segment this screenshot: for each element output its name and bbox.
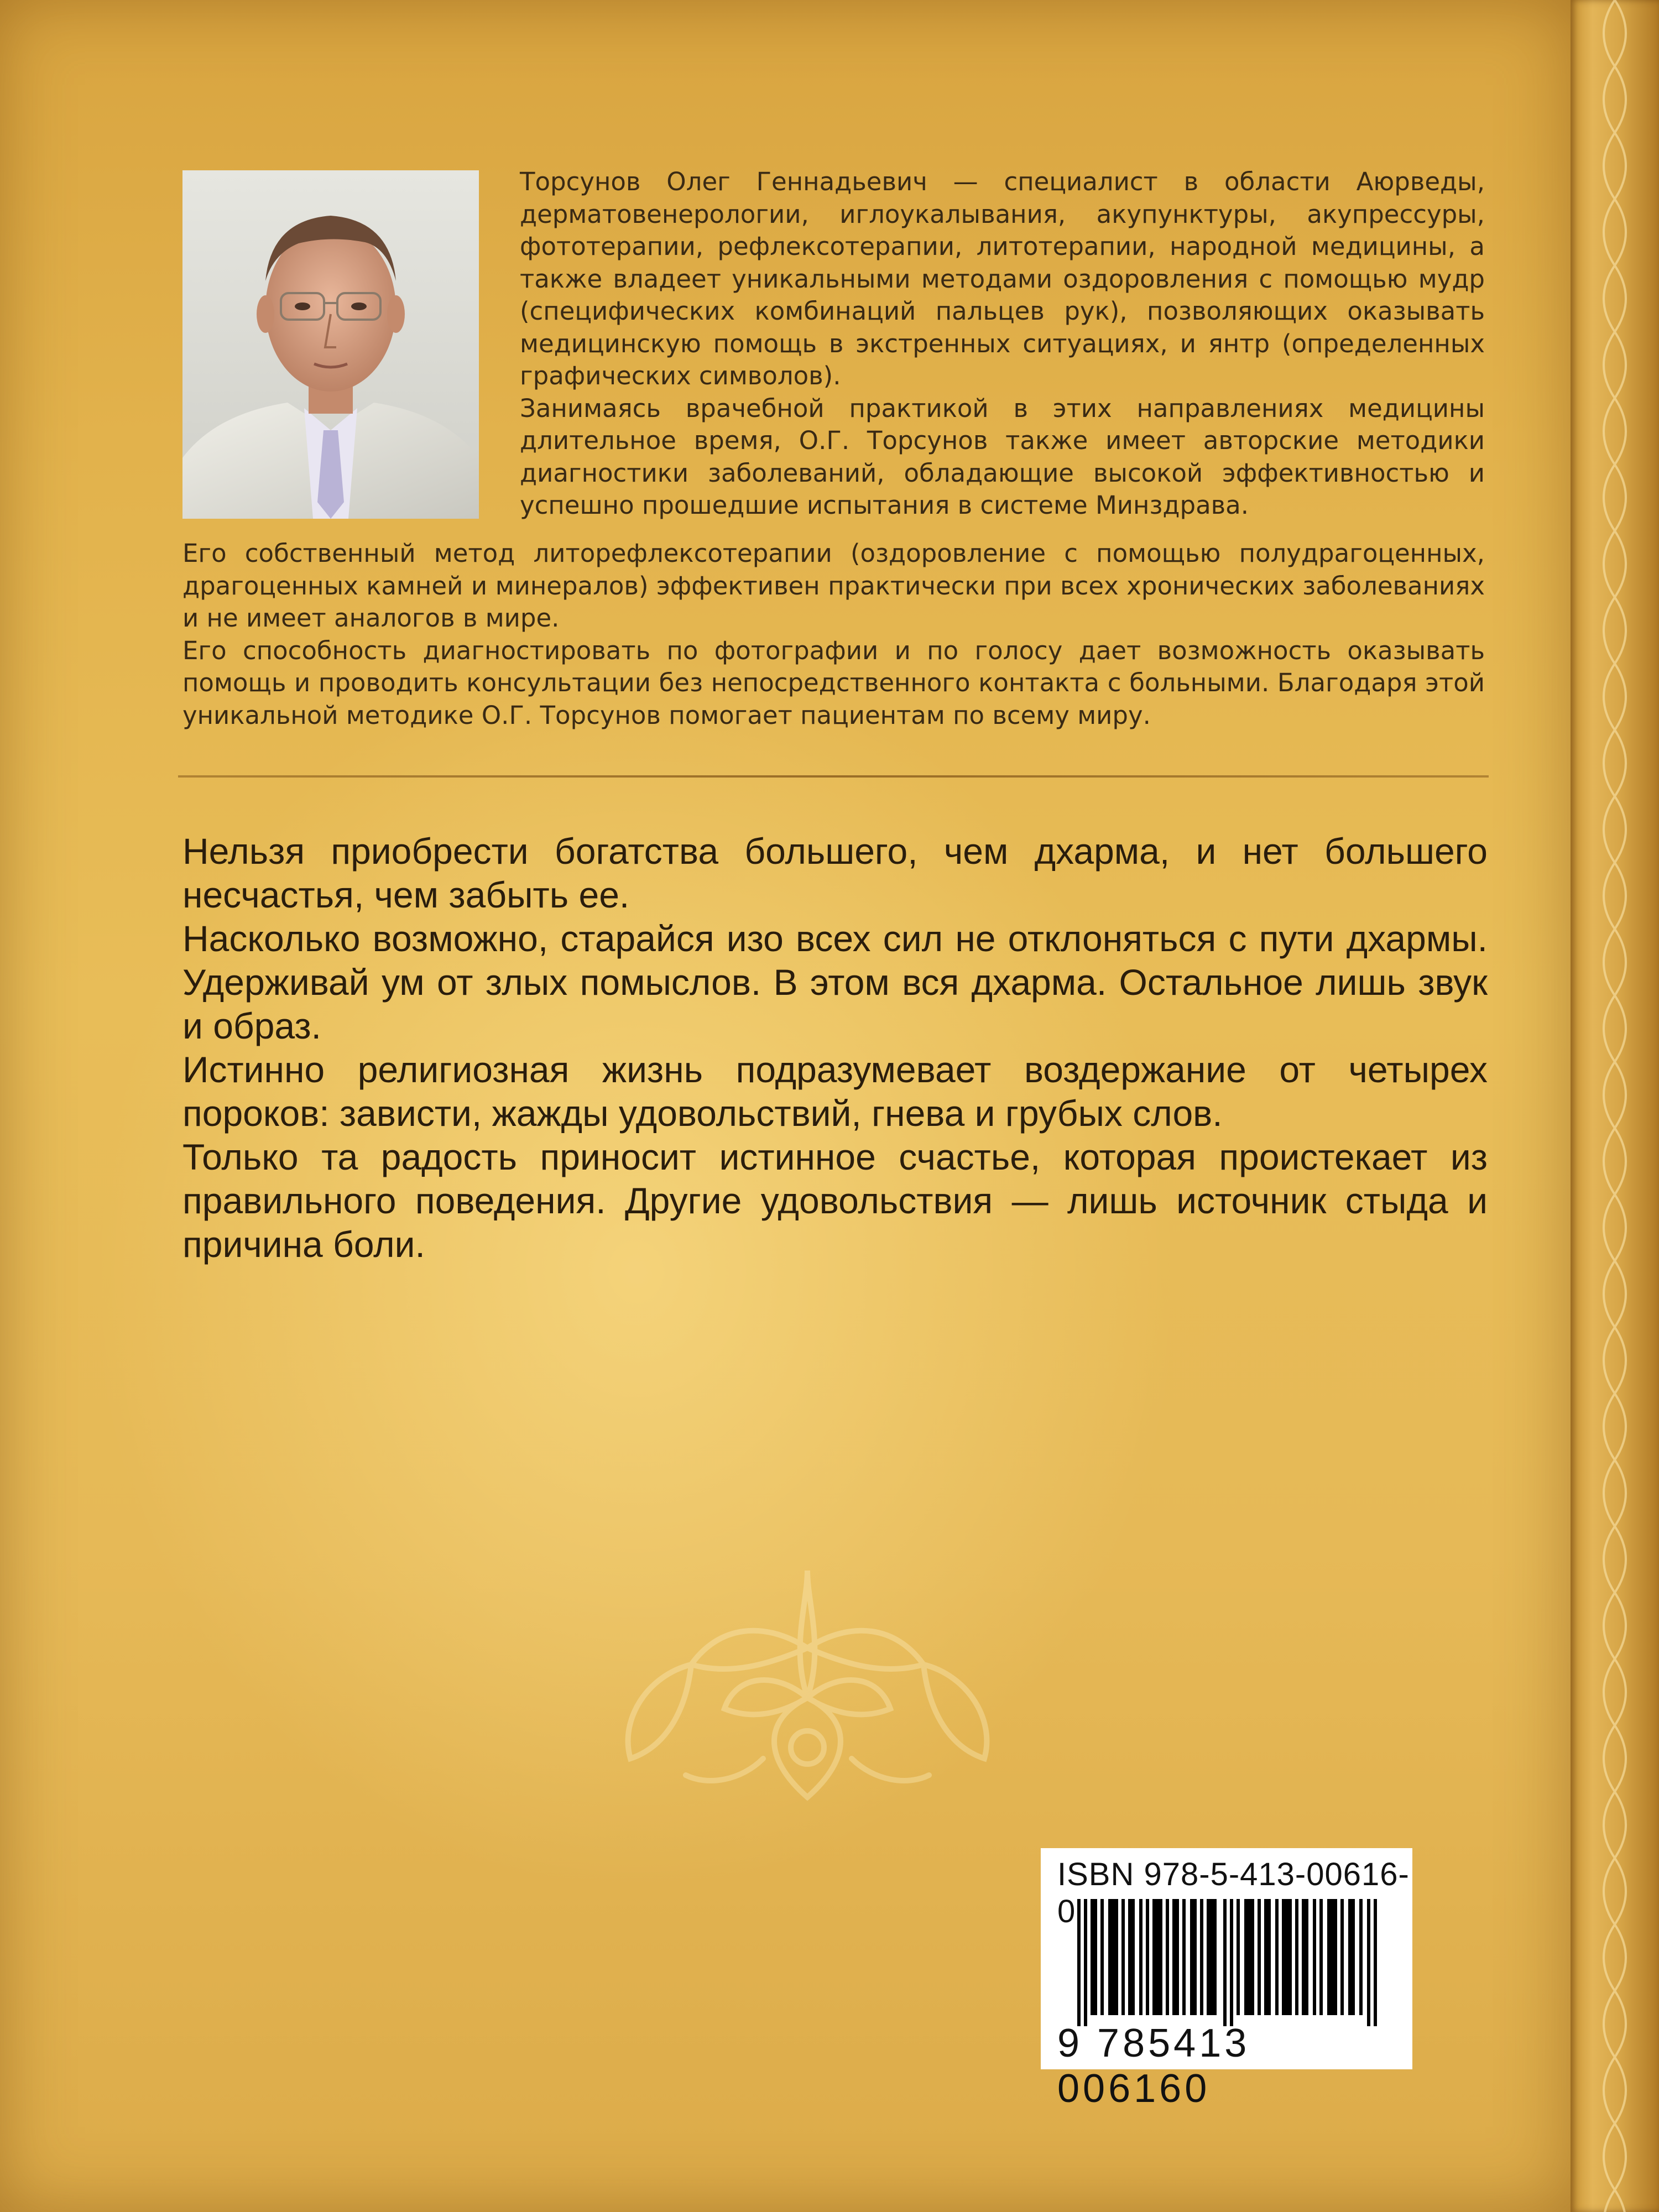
isbn-number: ISBN 978-5-413-00616-0: [1057, 1856, 1410, 1929]
bio-paragraph: Его способность диагностировать по фотографии и по голосу дает возможность оказывать помощь и проводить консультации без непосредственного контакта с больными. Благодаря этой уникальной методике О.Г. Торсунов помогает пациентам по всему миру.: [182, 635, 1485, 730]
author-photo: [182, 170, 479, 519]
bio-paragraph: Торсунов Олег Геннадьевич — специалист в области Аюрведы, дерматовенерологии, иглоукалывания, акупунктуры, акупрессуры, фототерапии, рефлексотерапии, литотерапии, народной медицины, а также владеет уникальными методами оздоровления с помощью мудр (специфических комбинаций пальцев рук), позволяющих оказывать медицинскую помощь в экстренных ситуациях, и янтр (определенных графических символов).: [520, 167, 1485, 390]
barcode-digits: 9 785413 006160: [1057, 2021, 1250, 2111]
quote-paragraph: Насколько возможно, старайся изо всех сил не отклоняться с пути дхармы. Удерживай ум от злых помыслов. В этом вся дхарма. Остальное лишь звук и образ.: [182, 918, 1488, 1046]
floral-knot-ornament-icon: [597, 1537, 1018, 1803]
dharma-quotes: [182, 830, 1488, 1266]
isbn-barcode-label: [1041, 1848, 1412, 2111]
book-spine: [1571, 0, 1659, 2212]
quote-paragraph: Только та радость приносит истинное счастье, которая проистекает из правильного поведения. Другие удовольствия — лишь источник стыда и причина боли.: [182, 1136, 1488, 1265]
vine-pattern-icon: [1571, 0, 1659, 2212]
author-bio-full-width: [182, 538, 1485, 732]
section-divider: [178, 775, 1489, 778]
bio-paragraph: Занимаясь врачебной практикой в этих направлениях медицины длительное время, О.Г. Торсунов также имеет авторские методики диагностики заболеваний, обладающие высокой эффективностью и успешно прошедшие испытания в системе Минздрава.: [520, 393, 1485, 520]
barcode-icon: [1057, 1899, 1400, 2026]
bio-paragraph: Его собственный метод литорефлексотерапии (оздоровление с помощью полудрагоценных, драгоценных камней и минералов) эффективен практически при всех хронических заболеваниях и не имеет аналогов в мире.: [182, 539, 1485, 633]
author-bio-beside-photo: [520, 166, 1485, 522]
quote-paragraph: Истинно религиозная жизнь подразумевает воздержание от четырех пороков: зависти, жажды удовольствий, гнева и грубых слов.: [182, 1049, 1488, 1134]
quote-paragraph: Нельзя приобрести богатства большего, чем дхарма, и нет большего несчастья, чем забыть ее.: [182, 831, 1488, 915]
